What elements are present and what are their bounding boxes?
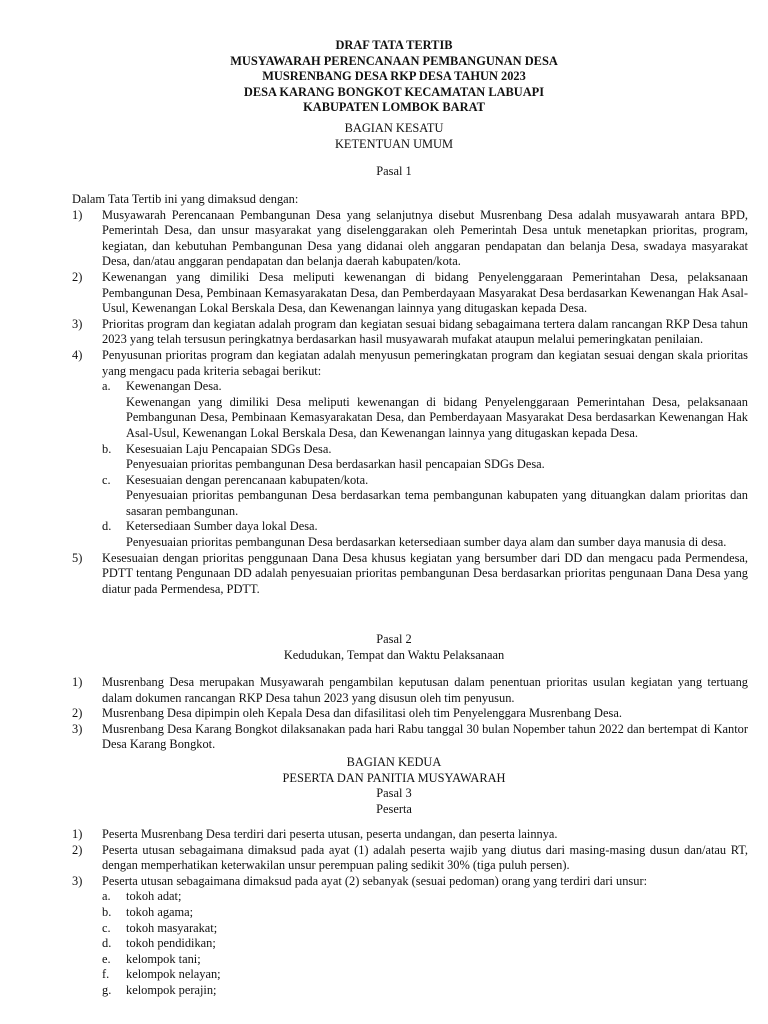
pasal2-heading	[60, 632, 728, 663]
sub-item-text: kelompok perajin;	[126, 982, 217, 997]
item-text: Peserta utusan sebagaimana dimaksud pada ayat (2) sebanyak (sesuai pedoman) orang yang terdiri dari unsur:	[102, 873, 648, 888]
sub-item-letter: f.	[102, 967, 110, 982]
item-text: Kesesuaian dengan prioritas penggunaan Dana Desa khusus kegiatan yang bersumber dari DD dan mengacu pada Permendesa, PDTT tentang Pengunaan DD adalah penyesuaian prioritas pembangunan Desa berdasarkan prioritas pengunaan Dana Desa yang diatur pada Permendesa, PDTT.	[102, 550, 748, 596]
sub-item-letter: b.	[102, 441, 112, 456]
sub-item-text: Penyesuaian prioritas pembangunan Desa berdasarkan tema pembangunan kabupaten yang dituangkan dalam prioritas dan sasaran pembangunan.	[126, 488, 748, 518]
sub-item-text: tokoh adat;	[126, 889, 182, 904]
sub-item-letter: d.	[102, 936, 112, 951]
pasal2-body	[72, 675, 748, 753]
list-item	[72, 270, 748, 317]
item-text: Musrenbang Desa Karang Bongkot dilaksanakan pada hari Rabu tanggal 30 bulan Nopember tahun 2022 dan bertempat di Kantor Desa Karang Bongkot.	[102, 721, 748, 752]
list-item	[72, 208, 748, 270]
list-item	[72, 317, 748, 348]
item-text: Musrenbang Desa dipimpin oleh Kepala Desa dan difasilitasi oleh tim Penyelenggara Musrenbang Desa.	[102, 706, 622, 721]
sub-item-title: Kesesuaian dengan perencanaan kabupaten/kota.	[126, 472, 369, 487]
sub-item	[72, 889, 748, 905]
sub-item-text: Penyesuaian prioritas pembangunan Desa berdasarkan hasil pencapaian SDGs Desa.	[126, 457, 545, 472]
sub-item	[72, 983, 748, 999]
document-header	[60, 38, 728, 116]
sub-item	[72, 442, 748, 473]
section-subtitle: PESERTA DAN PANITIA MUSYAWARAH	[282, 770, 506, 785]
list-item	[72, 874, 748, 890]
sub-item-text: kelompok nelayan;	[126, 967, 221, 982]
sub-item-letter: g.	[102, 982, 112, 997]
sub-item-text: tokoh agama;	[126, 904, 194, 919]
pasal1-heading	[60, 164, 728, 180]
list-item	[72, 722, 748, 753]
intro-text: Dalam Tata Tertib ini yang dimaksud dengan:	[72, 192, 299, 206]
item-text: Musyawarah Perencanaan Pembangunan Desa yang selanjutnya disebut Musrenbang Desa adalah musyawarah antara BPD, Pemerintah Desa, dan unsur masyarakat yang diselenggarakan oleh Pemerintah Desa untuk menetapkan prioritas, program, kegiatan, dan kebutuhan Pembangunan Desa yang didanai oleh anggaran pendapatan dan belanja Desa, swadaya masyarakat Desa, dan/atau anggaran pendapatan dan belanja daerah kabupaten/kota.	[102, 207, 748, 269]
sub-item-title: Ketersediaan Sumber daya lokal Desa.	[126, 519, 318, 534]
list-item	[72, 706, 748, 722]
sub-item-title: Kewenangan Desa.	[126, 379, 222, 394]
header-line: DRAF TATA TERTIB	[335, 38, 453, 52]
sub-item-letter: c.	[102, 472, 111, 487]
sub-item-text: Penyesuaian prioritas pembangunan Desa berdasarkan ketersediaan sumber daya alam dan sumber daya manusia di desa.	[126, 535, 727, 550]
item-text: Penyusunan prioritas program dan kegiatan adalah menyusun pemeringkatan program dan kegiatan sesuai dengan skala prioritas yang mengacu pada kriteria sebagai berikut:	[102, 347, 748, 378]
item-number: 2)	[72, 706, 83, 721]
sub-item-letter: d.	[102, 519, 112, 534]
list-item	[72, 348, 748, 379]
sub-item	[72, 936, 748, 952]
sub-item	[72, 952, 748, 968]
pasal-title: Pasal 2	[376, 632, 412, 646]
item-text: Kewenangan yang dimiliki Desa meliputi kewenangan di bidang Penyelenggaraan Pemerintahan Desa, pelaksanaan Pembangunan Desa, Pembinaan Kemasyarakatan Desa, dan Pemberdayaan Masyarakat Desa berdasarkan Kewenangan Hak Asal-Usul, Kewenangan Lokal Berskala Desa, dan Kewenangan lainnya yang ditugaskan kepada Desa.	[102, 269, 748, 316]
item-number: 5)	[72, 550, 83, 565]
list-item	[72, 827, 748, 843]
header-line: KABUPATEN LOMBOK BARAT	[303, 100, 485, 115]
pasal3-body	[72, 827, 748, 999]
part2-heading	[60, 755, 728, 817]
item-number: 4)	[72, 347, 83, 362]
header-line: MUSYAWARAH PERENCANAAN PEMBANGUNAN DESA	[230, 53, 558, 68]
sub-item-text: tokoh masyarakat;	[126, 920, 218, 935]
sub-item	[72, 379, 748, 441]
item-number: 3)	[72, 873, 83, 888]
section-title: BAGIAN KEDUA	[346, 755, 442, 769]
list-item	[72, 551, 748, 598]
sub-item-text: tokoh pendidikan;	[126, 936, 216, 951]
header-line: MUSRENBANG DESA RKP DESA TAHUN 2023	[262, 69, 526, 84]
item-number: 2)	[72, 842, 83, 857]
sub-item-letter: e.	[102, 951, 111, 966]
sub-item-letter: a.	[102, 379, 111, 394]
sub-item	[72, 473, 748, 520]
sub-item	[72, 921, 748, 937]
pasal-subtitle: Peserta	[376, 801, 412, 816]
item-number: 1)	[72, 207, 83, 222]
header-line: DESA KARANG BONGKOT KECAMATAN LABUAPI	[243, 84, 545, 99]
pasal-title: Pasal 1	[376, 164, 412, 178]
part1-heading	[60, 121, 728, 152]
sub-item-text: kelompok tani;	[126, 951, 201, 966]
pasal1-body	[72, 192, 748, 597]
item-text: Musrenbang Desa merupakan Musyawarah pengambilan keputusan dalam penentuan prioritas usulan kegiatan yang tertuang dalam dokumen rancangan RKP Desa tahun 2023 yang disusun oleh tim penyusun.	[102, 675, 748, 705]
section-title: BAGIAN KESATU	[344, 121, 444, 135]
sub-item-text: Kewenangan yang dimiliki Desa meliputi kewenangan di bidang Penyelenggaraan Pemerintahan Desa, pelaksanaan Pembangunan Desa, Pembinaan Kemasyarakatan Desa, dan Pemberdayaan Masyarakat Desa berdasarkan Kewenangan Hak Asal-Usul, Kewenangan Lokal Berskala Desa, dan Kewenangan lainnya yang ditugaskan kepada Desa.	[126, 394, 748, 440]
pasal-title: Pasal 3	[376, 786, 412, 801]
sub-item-title: Kesesuaian Laju Pencapaian SDGs Desa.	[126, 441, 332, 456]
section-subtitle: KETENTUAN UMUM	[334, 136, 454, 151]
item-number: 2)	[72, 269, 83, 284]
item-text: Peserta utusan sebagaimana dimaksud pada ayat (1) adalah peserta wajib yang diutus dari masing-masing dusun dan/atau RT, dengan memperhatikan keterwakilan unsur perempuan paling sedikit 30% (tiga puluh persen).	[102, 842, 748, 873]
item-number: 1)	[72, 827, 83, 841]
sub-item	[72, 905, 748, 921]
item-text: Peserta Musrenbang Desa terdiri dari peserta utusan, peserta undangan, dan peserta lainnya.	[102, 827, 558, 841]
sub-item-letter: c.	[102, 920, 111, 935]
sub-item	[72, 519, 748, 550]
item-number: 1)	[72, 675, 83, 689]
item-number: 3)	[72, 316, 83, 331]
list-item	[72, 675, 748, 706]
sub-item-letter: a.	[102, 889, 111, 904]
list-item	[72, 843, 748, 874]
sub-item	[72, 967, 748, 983]
pasal-subtitle: Kedudukan, Tempat dan Waktu Pelaksanaan	[283, 647, 505, 662]
item-text: Prioritas program dan kegiatan adalah program dan kegiatan sesuai bidang sebagaimana tertera dalam rancangan RKP Desa tahun 2023 yang telah tersusun peringkatnya berdasarkan hasil musyawarah mufakat ataupun melalui pemeringkatan penilaian.	[102, 316, 748, 347]
item-number: 3)	[72, 721, 83, 736]
sub-item-letter: b.	[102, 904, 112, 919]
